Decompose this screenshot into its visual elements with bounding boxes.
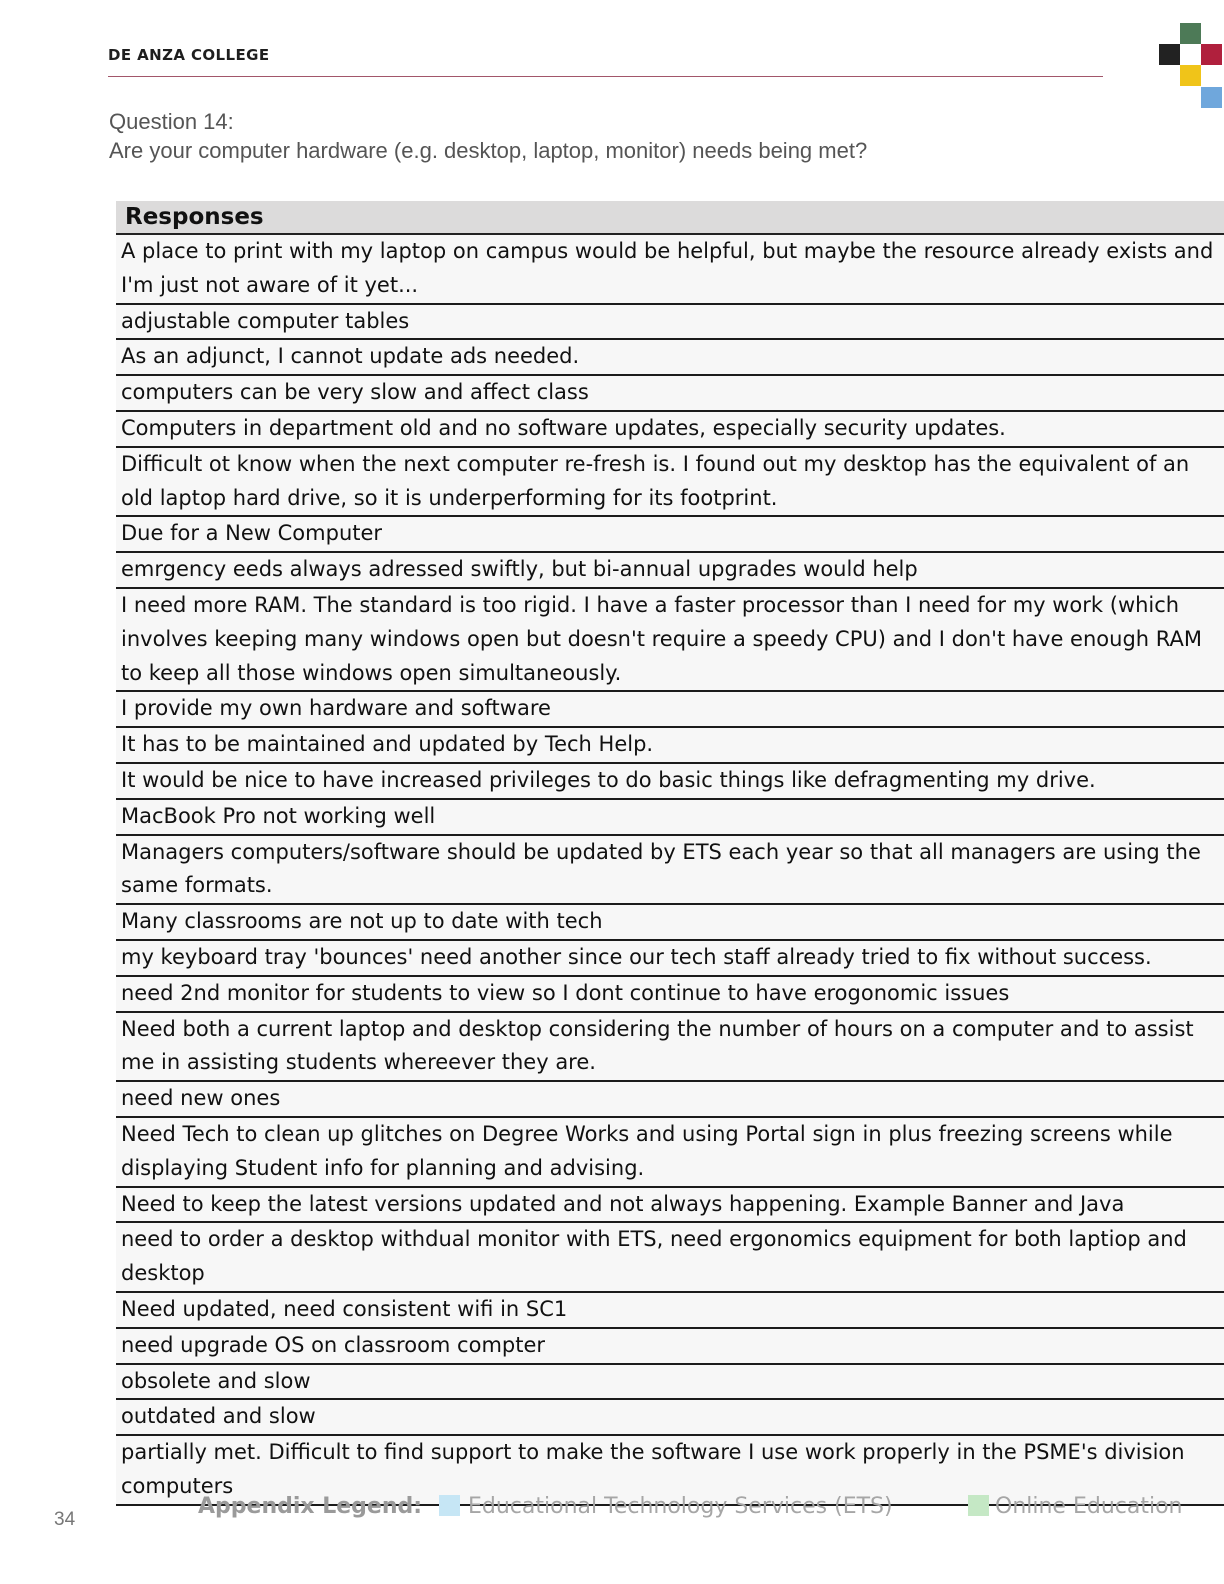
response-text: Need updated, need consistent wifi in SC1: [121, 1296, 568, 1321]
response-text: Due for a New Computer: [121, 521, 383, 546]
response-text: desktop: [121, 1261, 205, 1286]
legend-item-online-education: Online Education: [995, 1494, 1183, 1519]
table-row: [116, 235, 1224, 305]
table-row: [116, 1329, 1224, 1365]
response-text: to keep all those windows open simultaneously.: [121, 660, 622, 685]
response-text: Managers computers/software should be updated by ETS each year so that all managers are using the: [121, 839, 1201, 864]
response-text: old laptop hard drive, so it is underperforming for its footprint.: [121, 485, 778, 510]
response-text: my keyboard tray 'bounces' need another since our tech staff already tried to fix without success.: [121, 944, 1152, 969]
response-text: need to order a desktop withdual monitor with ETS, need ergonomics equipment for both laptiop and: [121, 1227, 1187, 1252]
response-text: need 2nd monitor for students to view so I dont continue to have erogonomic issues: [121, 980, 1010, 1005]
response-text: I need more RAM. The standard is too rigid. I have a faster processor than I need for my work (which: [121, 592, 1180, 617]
table-row: [116, 1188, 1224, 1224]
response-text: I'm just not aware of it yet...: [121, 272, 419, 297]
response-text: It would be nice to have increased privileges to do basic things like defragmenting my drive.: [121, 767, 1096, 792]
table-row: [116, 1365, 1224, 1401]
page-number: 34: [54, 1509, 76, 1530]
table-row: [116, 800, 1224, 836]
table-row: [116, 1013, 1224, 1083]
question-number: Question 14:: [109, 109, 234, 134]
table-row: [116, 340, 1224, 376]
table-row: [116, 692, 1224, 728]
response-text: MacBook Pro not working well: [121, 803, 436, 828]
institution-name: DE ANZA COLLEGE: [108, 46, 270, 64]
table-row: [116, 376, 1224, 412]
legend-item-ets: Educational Technology Services (ETS): [468, 1494, 893, 1519]
table-row: [116, 941, 1224, 977]
table-row: [116, 905, 1224, 941]
response-text: It has to be maintained and updated by Tech Help.: [121, 732, 654, 757]
legend-swatch-online-education: [968, 1495, 989, 1516]
legend-swatch-ets: [439, 1495, 460, 1516]
logo-square-yellow: [1180, 65, 1201, 86]
response-text: need upgrade OS on classroom compter: [121, 1332, 546, 1357]
response-text: emrgency eeds always adressed swiftly, but bi-annual upgrades would help: [121, 557, 918, 582]
response-text: need new ones: [121, 1086, 281, 1111]
table-row: [116, 448, 1224, 518]
response-text: computers: [121, 1473, 234, 1498]
response-text: me in assisting students whereever they are.: [121, 1050, 596, 1075]
table-row: [116, 1118, 1224, 1188]
table-row: [116, 589, 1224, 692]
response-text: displaying Student info for planning and advising.: [121, 1155, 645, 1180]
responses-header: Responses: [116, 201, 1224, 235]
response-text: Need Tech to clean up glitches on Degree Works and using Portal sign in plus freezing screens while: [121, 1121, 1173, 1146]
table-row: [116, 977, 1224, 1013]
response-text: Difficult ot know when the next computer re-fresh is. I found out my desktop has the equivalent of an: [121, 451, 1190, 476]
response-text: same formats.: [121, 873, 273, 898]
table-row: [116, 305, 1224, 341]
response-text: As an adjunct, I cannot update ads needed.: [121, 344, 580, 369]
logo-square-green: [1180, 23, 1201, 44]
table-row: [116, 1223, 1224, 1293]
table-row: [116, 764, 1224, 800]
table-row: [116, 836, 1224, 906]
response-text: Many classrooms are not up to date with tech: [121, 909, 603, 934]
response-text: adjustable computer tables: [121, 308, 410, 333]
legend-label: Appendix Legend:: [198, 1494, 423, 1519]
question-text: Are your computer hardware (e.g. desktop, laptop, monitor) needs being met?: [109, 138, 868, 163]
response-text: obsolete and slow: [121, 1368, 311, 1393]
response-text: partially met. Difficult to find support to make the software I use work properly in the PSME's division: [121, 1440, 1185, 1465]
response-text: I provide my own hardware and software: [121, 696, 551, 721]
response-text: Computers in department old and no software updates, especially security updates.: [121, 415, 1006, 440]
table-row: [116, 553, 1224, 589]
table-row: [116, 1400, 1224, 1436]
response-text: involves keeping many windows open but doesn't require a speedy CPU) and I don't have enough RAM: [121, 626, 1202, 651]
response-text: Need to keep the latest versions updated and not always happening. Example Banner and Java: [121, 1191, 1125, 1216]
table-row: [116, 517, 1224, 553]
table-row: [116, 1293, 1224, 1329]
response-text: outdated and slow: [121, 1404, 316, 1429]
logo-square-red: [1201, 44, 1222, 65]
table-row: [116, 728, 1224, 764]
response-text: A place to print with my laptop on campus would be helpful, but maybe the resource already exists and: [121, 239, 1214, 263]
response-text: Need both a current laptop and desktop considering the number of hours on a computer and to assist: [121, 1016, 1194, 1041]
logo-square-black: [1159, 44, 1180, 65]
table-row: [116, 1082, 1224, 1118]
response-text: computers can be very slow and affect class: [121, 380, 589, 405]
responses-body: [116, 235, 1224, 1506]
responses-table: [116, 201, 1224, 1506]
logo-square-blue: [1201, 87, 1222, 108]
header-divider: [108, 76, 1103, 77]
table-row: [116, 412, 1224, 448]
